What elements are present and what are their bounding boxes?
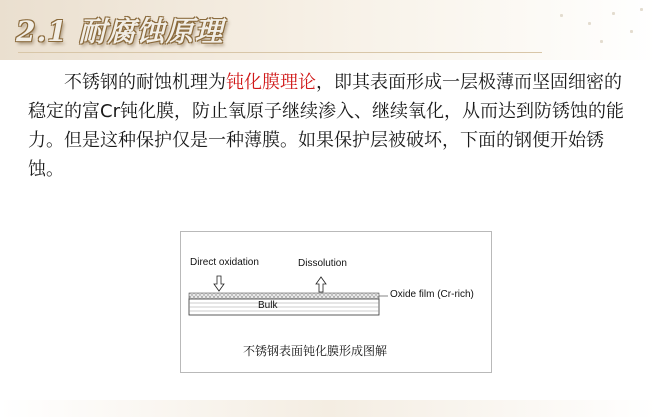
decorative-dot (612, 12, 615, 15)
label-dissolution: Dissolution (298, 258, 347, 269)
title-bar (0, 0, 657, 60)
down-arrow-icon (214, 276, 224, 291)
decorative-dot (640, 8, 643, 11)
decorative-dot (600, 40, 603, 43)
decorative-dot (560, 14, 563, 17)
label-direct-oxidation: Direct oxidation (190, 257, 259, 268)
title-underline (18, 52, 542, 53)
label-bulk: Bulk (258, 300, 278, 311)
highlighted-term: 钝化膜理论 (226, 72, 316, 93)
page-title: 2.1 耐腐蚀原理 (16, 15, 224, 48)
diagram-graphic (181, 232, 491, 342)
paragraph-text-rest: ，即其表面形成一层极薄而坚固细密的稳定的富Cr钝化膜，防止氧原子继续渗入、继续氧化，从而达到防锈蚀的能力。但是这种保护仅是一种薄膜。如果保护层被破坏，下面的钢便开始锈蚀。 (28, 72, 624, 180)
decorative-dot (630, 30, 633, 33)
decorative-dot (588, 22, 591, 25)
paragraph-text-start: 不锈钢的耐蚀机理为 (64, 72, 226, 93)
up-arrow-icon (316, 277, 326, 292)
bottom-decoration (0, 400, 657, 417)
figure-caption: 不锈钢表面钝化膜形成图解 (243, 344, 388, 358)
oxide-film-layer (189, 293, 379, 299)
label-oxide-film: Oxide film (Cr-rich) (390, 289, 474, 300)
body-paragraph (28, 68, 638, 184)
